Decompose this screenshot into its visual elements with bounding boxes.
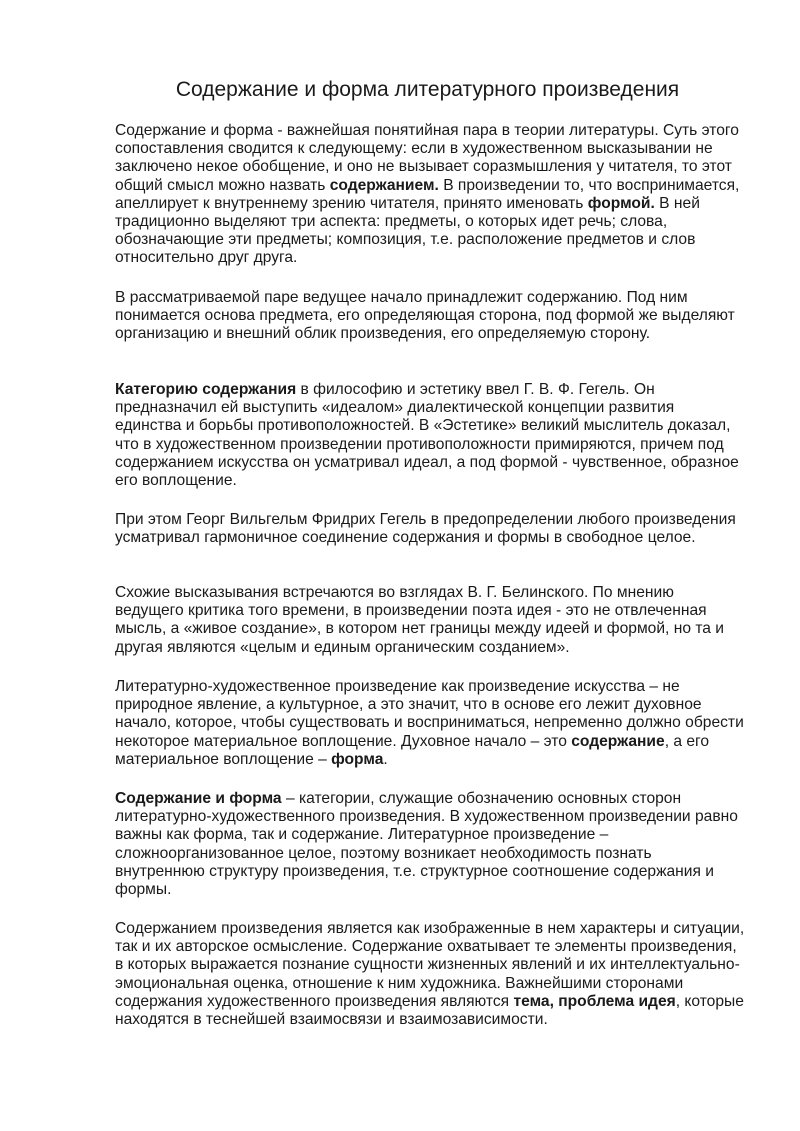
bold-term: Содержание и форма (115, 790, 282, 807)
bold-term: Категорию содержания (115, 381, 297, 398)
bold-term: содержанием. (329, 176, 439, 194)
paragraph (115, 289, 745, 344)
paragraph (115, 381, 745, 490)
paragraph-text: . (383, 750, 388, 768)
paragraph (115, 678, 745, 769)
page-title: Содержание и форма литературного произведения (175, 78, 680, 101)
paragraph (115, 122, 745, 268)
paragraph (115, 920, 745, 1029)
paragraph-text: Схожие высказывания встречаются во взглядах В. Г. Белинского. По мнению ведущего критика того времени, в произведении поэта идея - это не отвлеченная мысль, а «живое создание», в котором нет границы между идеей и формой, но та и другая являются «целым и единым органическим созданием». (115, 584, 725, 656)
paragraph (115, 511, 745, 547)
paragraph-text: В ней традиционно выделяют три аспекта: предметы, о которых идет речь; слова, обозначающие эти предметы; композиция, т.е. расположение предметов и слов относительно друг друга. (115, 194, 700, 267)
paragraph-text: Содержание и форма - важнейшая понятийная пара в теории литературы. Суть этого сопоставления сводится к следующему: если в художественном высказывании не заключено некое обобщение, и оно не вызывает соразмышления у читателя, то этот общий смысл можно назвать (115, 122, 739, 194)
paragraph-text: , а его материальное воплощение – (115, 732, 710, 768)
paragraph-text: – категории, служащие обозначению основных сторон литературно-художественного произведения. В художественном произведении равно важны как форма, так и содержание. Литературное произведение – сложноорганизованное целое, поэтому возникает необходимость познать внутреннюю структуру произведения, т.е. структурное соотношение содержания и формы. (115, 790, 738, 899)
paragraph-text: Литературно-художественное произведение как произведение искусства – не природное явление, а культурное, а это значит, что в основе его лежит духовное начало, которое, чтобы существовать и восприниматься, непременно должно обрести некоторое материальное воплощение. Духовное начало – это (115, 678, 744, 750)
paragraph-text: Содержанием произведения является как изображенные в нем характеры и ситуации, так и их авторское осмысление. Содержание охватывает те элементы произведения, в которых выражается познание сущности жизненных явлений и их интеллектуально-эмоциональная оценка, отношение к ним художника. Важнейшими сторонами содержания художественного произведения являются (115, 920, 745, 1010)
paragraph-text: При этом Георг Вильгельм Фридрих Гегель в предопределении любого произведения усматривал гармоничное соединение содержания и формы в свободное целое. (115, 511, 736, 547)
bold-term: формой. (587, 194, 655, 212)
paragraph-text: , которые находятся в теснейшей взаимосвязи и взаимозависимости. (115, 992, 744, 1029)
paragraph-text: в философию и эстетику ввел Г. В. Ф. Гегель. Он предназначил ей выступить «идеалом» диалектической концепции развития единства и борьбы противоположностей. В «Эстетике» великий мыслитель доказал, что в художественном произведении противоположности примиряются, причем под содержанием искусства он усматривал идеал, а под формой - чувственное, образное его воплощение. (115, 381, 739, 490)
paragraph-text: В произведении то, что воспринимается, апеллирует к внутреннему зрению читателя, принято именовать (115, 176, 740, 212)
paragraph (115, 584, 745, 657)
bold-term: содержание (571, 732, 665, 750)
paragraph (115, 790, 745, 899)
bold-term: форма (331, 750, 384, 768)
bold-term: тема, проблема идея (513, 992, 676, 1010)
paragraph-text: В рассматриваемой паре ведущее начало принадлежит содержанию. Под ним понимается основа предмета, его определяющая сторона, под формой же выделяют организацию и внешний облик произведения, его определяемую сторону. (115, 289, 735, 343)
